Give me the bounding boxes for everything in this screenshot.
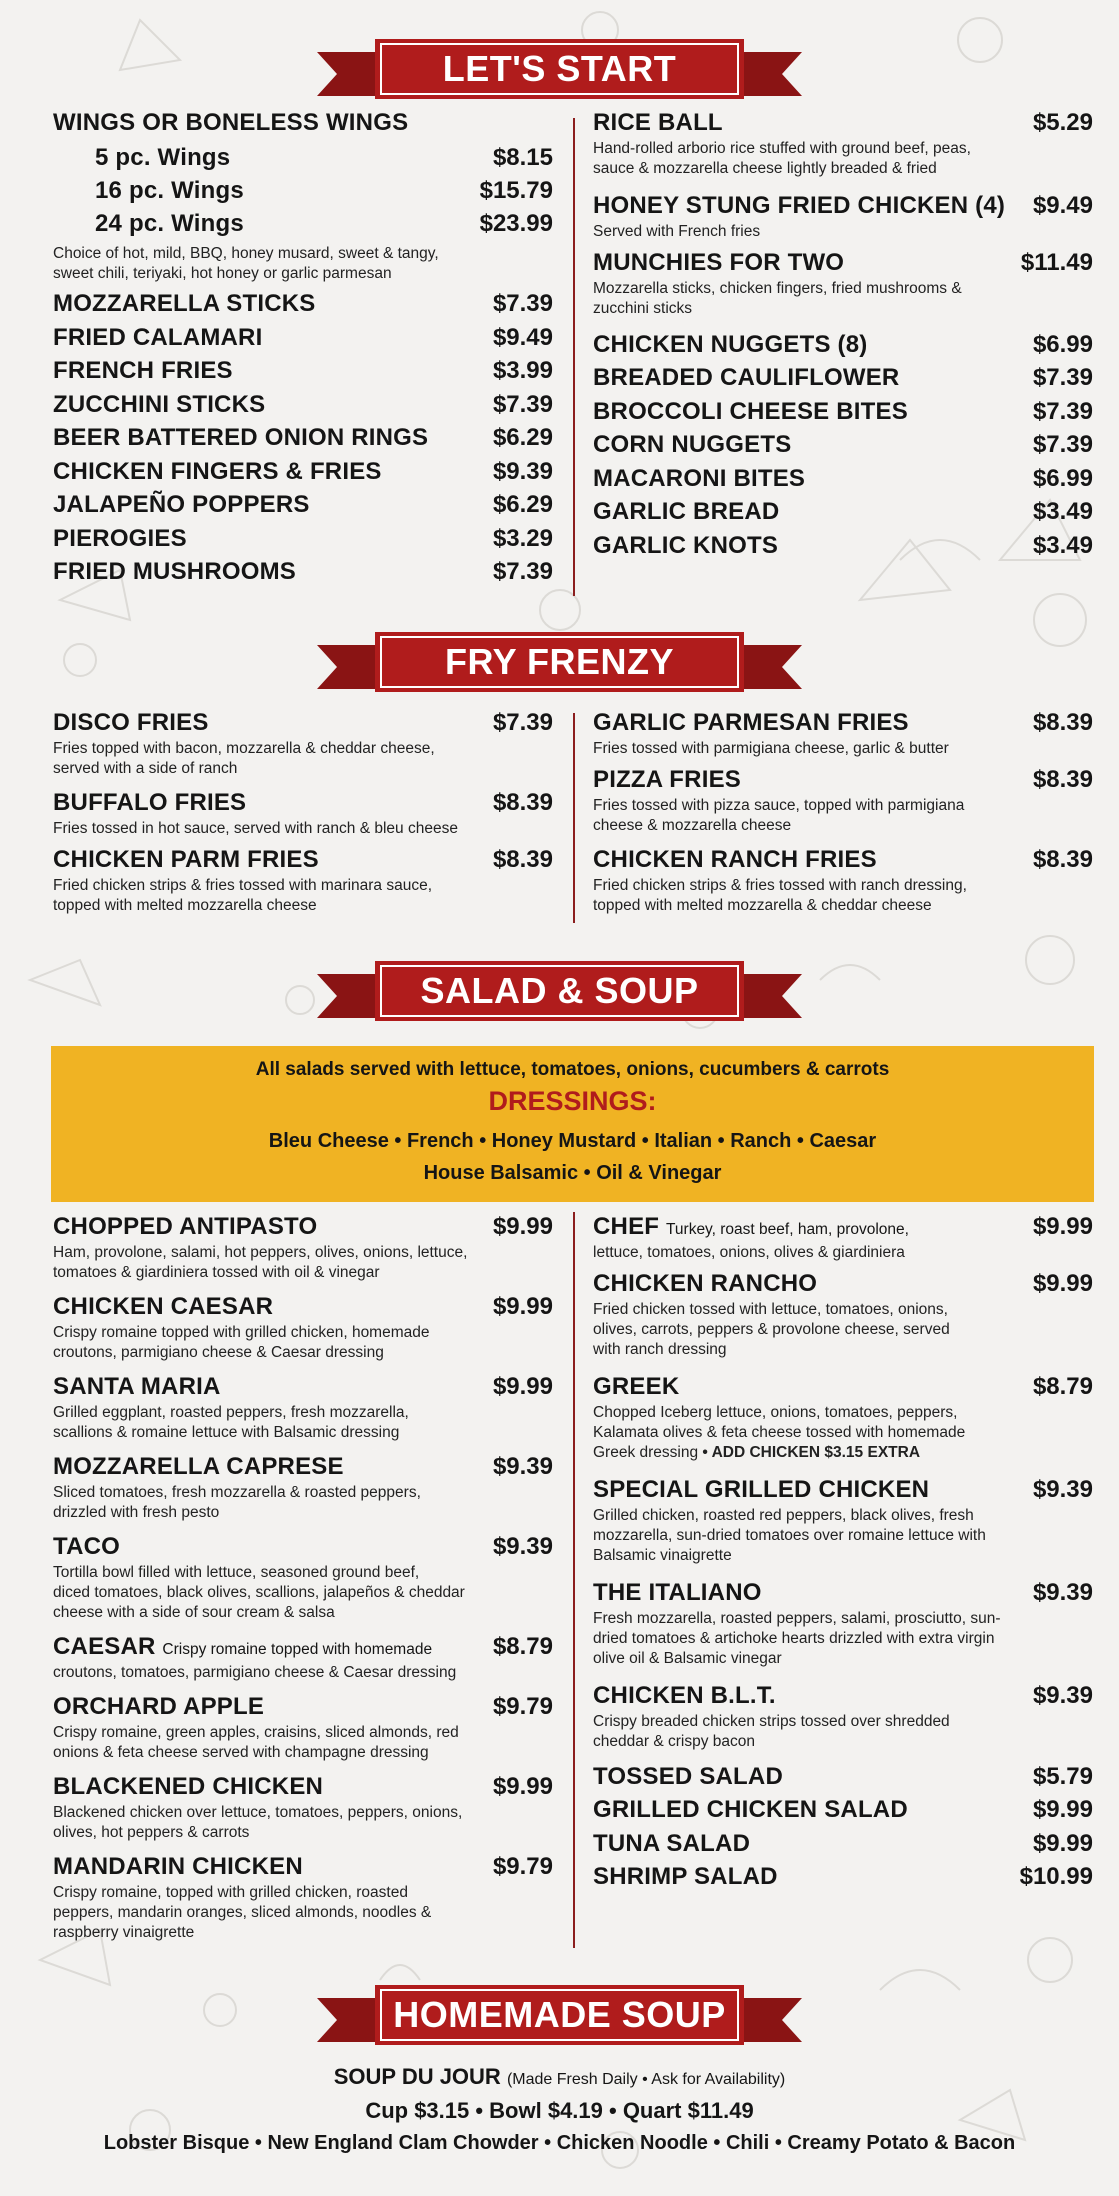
item-price: $9.39: [492, 458, 553, 485]
item-name: BREADED CAULIFLOWER: [593, 364, 900, 391]
item-name: MANDARIN CHICKEN: [53, 1853, 303, 1880]
item-name: GARLIC KNOTS: [593, 532, 779, 559]
item-description: croutons, tomatoes, parmigiano cheese & Caesar dressing: [53, 1664, 457, 1681]
item-name: BROCCOLI CHEESE BITES: [593, 398, 908, 425]
item-name: TUNA SALAD: [593, 1830, 751, 1857]
item-price: $9.39: [1032, 1682, 1093, 1709]
item-description: Mozzarella sticks, chicken fingers, fried mushrooms &: [593, 280, 962, 297]
salads-right-column: [593, 1212, 1093, 1912]
item-description: mozzarella, sun-dried tomatoes over romaine lettuce with: [593, 1527, 986, 1544]
item-name: CHICKEN NUGGETS (8): [593, 331, 868, 358]
add-chicken-note: • ADD CHICKEN $3.15 EXTRA: [702, 1444, 921, 1461]
item-name: THE ITALIANO: [593, 1579, 762, 1606]
item-name: CHICKEN RANCH FRIES: [593, 846, 877, 873]
item-description: cheese & mozzarella cheese: [593, 817, 792, 834]
item-price: $7.39: [492, 709, 553, 736]
item-title: CHEF: [593, 1213, 660, 1240]
item-description: Fried chicken strips & fries tossed with marinara sauce,: [53, 877, 433, 894]
item-description: Blackened chicken over lettuce, tomatoes, peppers, onions,: [53, 1804, 463, 1821]
item-price: $9.39: [492, 1533, 553, 1560]
item-name: 24 pc. Wings: [95, 210, 244, 237]
dressings-list: Bleu Cheese • French • Honey Mustard • Italian • Ranch • Caesar: [268, 1130, 877, 1152]
item-description: Grilled eggplant, roasted peppers, fresh mozzarella,: [53, 1404, 409, 1421]
item-name: DISCO FRIES: [53, 709, 209, 736]
item-price: $9.99: [1032, 1213, 1093, 1240]
item-price: $15.79: [479, 177, 553, 204]
item-name: 16 pc. Wings: [95, 177, 244, 204]
item-price: $7.39: [492, 391, 553, 418]
item-description: Tortilla bowl filled with lettuce, seasoned ground beef,: [53, 1564, 420, 1581]
item-name: JALAPEÑO POPPERS: [53, 491, 310, 518]
salad-intro: All salads served with lettuce, tomatoes, onions, cucumbers & carrots: [255, 1059, 890, 1080]
soup-du-jour: [0, 2064, 1119, 2090]
item-name: CHICKEN PARM FRIES: [53, 846, 319, 873]
item-description-text: Greek dressing: [593, 1444, 699, 1461]
fry-frenzy-left-column: [53, 708, 553, 928]
item-description: tomatoes & giardiniera tossed with oil & vinegar: [53, 1264, 380, 1281]
item-description: olives, hot peppers & carrots: [53, 1824, 250, 1841]
item-name: MUNCHIES FOR TWO: [593, 249, 845, 276]
item-price: $9.99: [492, 1293, 553, 1320]
item-description: served with a side of ranch: [53, 760, 238, 777]
item-name: ZUCCHINI STICKS: [53, 391, 266, 418]
soup-varieties: Lobster Bisque • New England Clam Chowder • Chicken Noodle • Chili • Creamy Potato & Bacon: [103, 2132, 1016, 2154]
item-price: $9.99: [1032, 1830, 1093, 1857]
item-price: $11.49: [1020, 249, 1093, 276]
item-description: diced tomatoes, black olives, scallions, jalapeños & cheddar: [53, 1584, 465, 1601]
item-description: croutons, parmigiano cheese & Caesar dressing: [53, 1344, 384, 1361]
salads-left-column: [53, 1212, 553, 1962]
section-title: LET'S START: [442, 48, 677, 89]
item-name: CORN NUGGETS: [593, 431, 792, 458]
item-description: zucchini sticks: [593, 300, 693, 317]
item-inline-description: Crispy romaine topped with homemade: [162, 1641, 433, 1658]
item-description: dried tomatoes & artichoke hearts drizzled with extra virgin: [593, 1630, 995, 1647]
dressings-heading: DRESSINGS:: [488, 1086, 657, 1116]
section-title: SALAD & SOUP: [420, 970, 699, 1011]
item-name: FRENCH FRIES: [53, 357, 233, 384]
item-price: $10.99: [1019, 1863, 1093, 1890]
item-name: BLACKENED CHICKEN: [53, 1773, 324, 1800]
item-name: GREEK: [593, 1373, 680, 1400]
item-description: Fresh mozzarella, roasted peppers, salami, prosciutto, sun-: [593, 1610, 1001, 1627]
item-description: Crispy romaine, topped with grilled chicken, roasted: [53, 1884, 408, 1901]
item-description: Grilled chicken, roasted red peppers, black olives, fresh: [593, 1507, 974, 1524]
item-price: $9.99: [492, 1213, 553, 1240]
item-description: Sliced tomatoes, fresh mozzarella & roasted peppers,: [53, 1484, 421, 1501]
item-description: cheese with a side of sour cream & salsa: [53, 1604, 335, 1621]
item-description: Balsamic vinaigrette: [593, 1547, 732, 1564]
item-name: CHOPPED ANTIPASTO: [53, 1213, 318, 1240]
item-description: Chopped Iceberg lettuce, onions, tomatoes, peppers,: [593, 1404, 958, 1421]
item-title: CAESAR: [53, 1633, 156, 1660]
item-description: raspberry vinaigrette: [53, 1924, 195, 1941]
item-description: Hand-rolled arborio rice stuffed with ground beef, peas,: [593, 140, 971, 157]
item-price: $3.49: [1032, 532, 1093, 559]
item-name: SANTA MARIA: [53, 1373, 221, 1400]
item-description: Fried chicken tossed with lettuce, tomatoes, onions,: [593, 1301, 948, 1318]
item-description: olive oil & Balsamic vinegar: [593, 1650, 782, 1667]
item-price: $9.99: [1032, 1270, 1093, 1297]
item-description: topped with melted mozzarella & cheddar cheese: [593, 897, 932, 914]
soup-note: (Made Fresh Daily • Ask for Availability): [506, 2071, 786, 2088]
item-price: $7.39: [1032, 431, 1093, 458]
item-description: Fries tossed with pizza sauce, topped with parmigiana: [593, 797, 965, 814]
item-name: RICE BALL: [593, 109, 723, 136]
item-name: GRILLED CHICKEN SALAD: [593, 1796, 908, 1823]
item-price: $9.39: [1032, 1579, 1093, 1606]
section-title: FRY FRENZY: [444, 641, 674, 682]
item-name: FRIED CALAMARI: [53, 324, 263, 351]
item-price: $8.39: [492, 846, 553, 873]
item-description: topped with melted mozzarella cheese: [53, 897, 317, 914]
item-description: [593, 1443, 920, 1463]
item-price: $8.15: [492, 144, 553, 171]
item-description: sweet chili, teriyaki, hot honey or garlic parmesan: [53, 265, 392, 282]
item-description: cheddar & crispy bacon: [593, 1733, 755, 1750]
item-description: sauce & mozzarella cheese lightly breaded & fried: [593, 160, 937, 177]
banner-salad-soup: [0, 956, 1119, 1032]
item-price: $9.99: [492, 1773, 553, 1800]
item-price: $7.39: [1032, 398, 1093, 425]
item-description: Crispy romaine, green apples, craisins, sliced almonds, red: [53, 1724, 459, 1741]
item-price: $8.39: [1032, 766, 1093, 793]
item-price: $5.79: [1032, 1763, 1093, 1790]
column-divider: [573, 118, 575, 596]
item-price: $23.99: [479, 210, 553, 237]
item-name: [593, 1212, 909, 1245]
item-name: [53, 1632, 432, 1665]
item-name: PIEROGIES: [53, 525, 187, 552]
item-name: MOZZARELLA CAPRESE: [53, 1453, 344, 1480]
item-description: Fried chicken strips & fries tossed with ranch dressing,: [593, 877, 967, 894]
item-name: CHICKEN RANCHO: [593, 1270, 818, 1297]
item-name: ORCHARD APPLE: [53, 1693, 265, 1720]
item-description: lettuce, tomatoes, onions, olives & giardiniera: [593, 1244, 905, 1261]
item-price: $7.39: [1032, 364, 1093, 391]
item-name: SHRIMP SALAD: [593, 1863, 778, 1890]
item-price: $7.39: [492, 558, 553, 585]
soup-title: SOUP DU JOUR: [333, 2064, 501, 2089]
lets-start-left-column: [53, 108, 553, 598]
item-price: $9.99: [492, 1373, 553, 1400]
item-description: Crispy breaded chicken strips tossed over shredded: [593, 1713, 950, 1730]
item-price: $9.39: [1032, 1476, 1093, 1503]
item-description: Fries tossed in hot sauce, served with ranch & bleu cheese: [53, 820, 458, 837]
item-price: $8.39: [1032, 846, 1093, 873]
item-description: Ham, provolone, salami, hot peppers, olives, onions, lettuce,: [53, 1244, 468, 1261]
item-price: $8.39: [1032, 709, 1093, 736]
item-name: 5 pc. Wings: [95, 144, 231, 171]
banner-homemade-soup: [0, 1980, 1119, 2056]
item-price: $6.29: [492, 491, 553, 518]
item-name: CHICKEN CAESAR: [53, 1293, 274, 1320]
item-name: GARLIC PARMESAN FRIES: [593, 709, 909, 736]
item-name: MOZZARELLA STICKS: [53, 290, 316, 317]
item-name: GARLIC BREAD: [593, 498, 780, 525]
item-price: $9.79: [492, 1693, 553, 1720]
item-price: $7.39: [492, 290, 553, 317]
column-divider: [573, 713, 575, 923]
column-divider: [573, 1212, 575, 1948]
banner-lets-start: [0, 34, 1119, 110]
item-name: FRIED MUSHROOMS: [53, 558, 296, 585]
banner-fry-frenzy: [0, 627, 1119, 703]
item-name: MACARONI BITES: [593, 465, 806, 492]
item-name: PIZZA FRIES: [593, 766, 741, 793]
item-price: $9.39: [492, 1453, 553, 1480]
item-description: onions & feta cheese served with champagne dressing: [53, 1744, 429, 1761]
item-description: Kalamata olives & feta cheese tossed with homemade: [593, 1424, 966, 1441]
soup-prices: Cup $3.15 • Bowl $4.19 • Quart $11.49: [365, 2098, 754, 2123]
item-price: $6.99: [1032, 331, 1093, 358]
fry-frenzy-right-column: [593, 708, 1093, 928]
item-description: with ranch dressing: [593, 1341, 727, 1358]
item-description: Choice of hot, mild, BBQ, honey musard, sweet & tangy,: [53, 245, 439, 262]
item-description: Fries topped with bacon, mozzarella & cheddar cheese,: [53, 740, 435, 757]
item-description: scallions & romaine lettuce with Balsamic dressing: [53, 1424, 400, 1441]
item-description: Served with French fries: [593, 223, 761, 240]
item-description: drizzled with fresh pesto: [53, 1504, 220, 1521]
item-price: $9.79: [492, 1853, 553, 1880]
item-price: $6.99: [1032, 465, 1093, 492]
item-name: BUFFALO FRIES: [53, 789, 247, 816]
item-name: TACO: [53, 1533, 121, 1560]
item-name: BEER BATTERED ONION RINGS: [53, 424, 429, 451]
item-inline-description: Turkey, roast beef, ham, provolone,: [666, 1221, 909, 1238]
item-name: CHICKEN B.L.T.: [593, 1682, 776, 1709]
item-price: $6.29: [492, 424, 553, 451]
item-name: TOSSED SALAD: [593, 1763, 783, 1790]
item-name: HONEY STUNG FRIED CHICKEN (4): [593, 192, 1006, 219]
item-price: $3.99: [492, 357, 553, 384]
dressings-list: House Balsamic • Oil & Vinegar: [423, 1162, 722, 1184]
item-price: $8.79: [492, 1633, 553, 1660]
item-price: $9.49: [1032, 192, 1093, 219]
dressings-box: [51, 1046, 1094, 1202]
item-name: WINGS OR BONELESS WINGS: [53, 109, 409, 136]
item-description: Fries tossed with parmigiana cheese, garlic & butter: [593, 740, 949, 757]
lets-start-right-column: [593, 108, 1093, 568]
item-description: peppers, mandarin oranges, sliced almonds, noodles &: [53, 1904, 432, 1921]
item-price: $8.79: [1032, 1373, 1093, 1400]
section-title: HOMEMADE SOUP: [393, 1994, 726, 2035]
item-name: SPECIAL GRILLED CHICKEN: [593, 1476, 930, 1503]
item-description: Crispy romaine topped with grilled chicken, homemade: [53, 1324, 430, 1341]
item-price: $3.49: [1032, 498, 1093, 525]
item-description: olives, carrots, peppers & provolone cheese, served: [593, 1321, 950, 1338]
item-price: $9.49: [492, 324, 553, 351]
item-price: $3.29: [492, 525, 553, 552]
item-price: $9.99: [1032, 1796, 1093, 1823]
item-price: $8.39: [492, 789, 553, 816]
item-name: CHICKEN FINGERS & FRIES: [53, 458, 382, 485]
item-price: $5.29: [1032, 109, 1093, 136]
